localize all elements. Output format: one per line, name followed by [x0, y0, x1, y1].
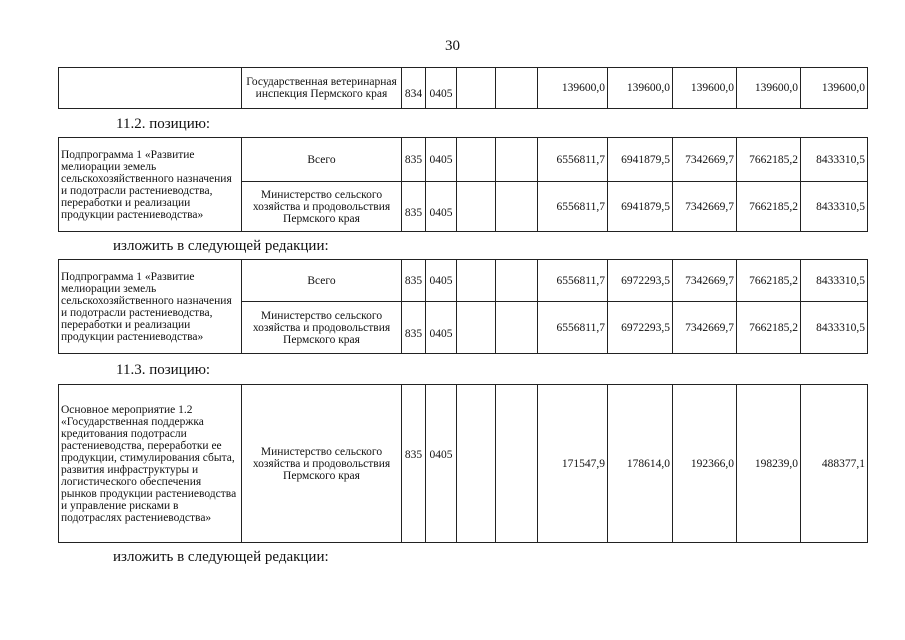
executor-cell: Государственная ветеринарная инспекция Пермского края	[242, 68, 402, 109]
expense-type-cell	[496, 260, 538, 302]
page-number: 30	[445, 38, 460, 54]
expense-type-cell	[496, 385, 538, 543]
value-cell-year-3: 192366,0	[673, 385, 737, 543]
grbs-code-cell: 834	[402, 68, 426, 109]
activity-name-cell: Основное мероприятие 1.2 «Государственная поддержка кредитования подотрасли растениеводства, переработки ее продукции, стимулирования сбыта, развития инфраструктуры и логистического обеспечения рынков продукции растениеводства и управление рисками в подотраслях растениеводства»	[59, 385, 242, 543]
target-article-cell	[457, 260, 496, 302]
program-name-cell: Подпрограмма 1 «Развитие мелиорации земель сельскохозяйственного назначения и подотрасли растениеводства, переработки и реализации продукции растениеводства»	[59, 260, 242, 354]
value-cell-year-4: 7662185,2	[737, 260, 801, 302]
value-cell-year-5: 8433310,5	[801, 182, 868, 232]
grbs-code-cell: 835	[402, 182, 426, 232]
target-article-cell	[457, 138, 496, 182]
value-cell-year-1: 6556811,7	[538, 302, 608, 354]
executor-cell: Министерство сельского хозяйства и продовольствия Пермского края	[242, 302, 402, 354]
executor-cell: Министерство сельского хозяйства и продовольствия Пермского края	[242, 182, 402, 232]
value-cell-year-3: 7342669,7	[673, 182, 737, 232]
section-11-2-replace-text: изложить в следующей редакции:	[113, 238, 329, 254]
value-cell-year-4: 7662185,2	[737, 138, 801, 182]
value-cell-year-5: 139600,0	[801, 68, 868, 109]
section-11-3-replace-text: изложить в следующей редакции:	[113, 549, 329, 565]
value-cell-year-5: 8433310,5	[801, 302, 868, 354]
section-code-cell: 0405	[426, 68, 457, 109]
value-cell-year-1: 6556811,7	[538, 182, 608, 232]
section-11-2-old-table	[58, 137, 868, 232]
value-cell-year-5: 8433310,5	[801, 260, 868, 302]
expense-type-cell	[496, 138, 538, 182]
value-cell-year-4: 139600,0	[737, 68, 801, 109]
executor-cell: Всего	[242, 260, 402, 302]
value-cell-year-3: 7342669,7	[673, 260, 737, 302]
value-cell-year-2: 6972293,5	[608, 260, 673, 302]
section-code-cell: 0405	[426, 138, 457, 182]
value-cell-year-2: 139600,0	[608, 68, 673, 109]
value-cell-year-1: 6556811,7	[538, 260, 608, 302]
value-cell-year-3: 7342669,7	[673, 138, 737, 182]
section-11-3-heading: 11.3. позицию:	[116, 362, 211, 378]
section-code-cell: 0405	[426, 385, 457, 543]
section-11-2-heading: 11.2. позицию:	[116, 116, 211, 132]
target-article-cell	[457, 182, 496, 232]
table-row	[59, 385, 868, 543]
value-cell-year-2: 6941879,5	[608, 182, 673, 232]
value-cell-year-4: 7662185,2	[737, 182, 801, 232]
table-row	[59, 260, 868, 302]
section-code-cell: 0405	[426, 182, 457, 232]
executor-cell: Всего	[242, 138, 402, 182]
program-name-cell	[59, 68, 242, 109]
program-name-cell: Подпрограмма 1 «Развитие мелиорации земель сельскохозяйственного назначения и подотрасли растениеводства, переработки и реализации продукции растениеводства»	[59, 138, 242, 232]
target-article-cell	[457, 385, 496, 543]
value-cell-year-2: 6972293,5	[608, 302, 673, 354]
section-11-3-old-table	[58, 384, 868, 543]
section-code-cell: 0405	[426, 260, 457, 302]
expense-type-cell	[496, 302, 538, 354]
budget-table-continued	[58, 67, 868, 109]
expense-type-cell	[496, 182, 538, 232]
value-cell-year-1: 171547,9	[538, 385, 608, 543]
value-cell-year-2: 178614,0	[608, 385, 673, 543]
expense-type-cell	[496, 68, 538, 109]
grbs-code-cell: 835	[402, 260, 426, 302]
value-cell-year-3: 7342669,7	[673, 302, 737, 354]
grbs-code-cell: 835	[402, 138, 426, 182]
table-row	[59, 68, 868, 109]
grbs-code-cell: 835	[402, 302, 426, 354]
value-cell-year-4: 7662185,2	[737, 302, 801, 354]
target-article-cell	[457, 68, 496, 109]
value-cell-year-2: 6941879,5	[608, 138, 673, 182]
value-cell-year-5: 488377,1	[801, 385, 868, 543]
section-11-2-new-table	[58, 259, 868, 354]
target-article-cell	[457, 302, 496, 354]
value-cell-year-3: 139600,0	[673, 68, 737, 109]
value-cell-year-1: 139600,0	[538, 68, 608, 109]
value-cell-year-1: 6556811,7	[538, 138, 608, 182]
table-row	[59, 138, 868, 182]
grbs-code-cell: 835	[402, 385, 426, 543]
executor-cell: Министерство сельского хозяйства и продовольствия Пермского края	[242, 385, 402, 543]
value-cell-year-4: 198239,0	[737, 385, 801, 543]
value-cell-year-5: 8433310,5	[801, 138, 868, 182]
section-code-cell: 0405	[426, 302, 457, 354]
